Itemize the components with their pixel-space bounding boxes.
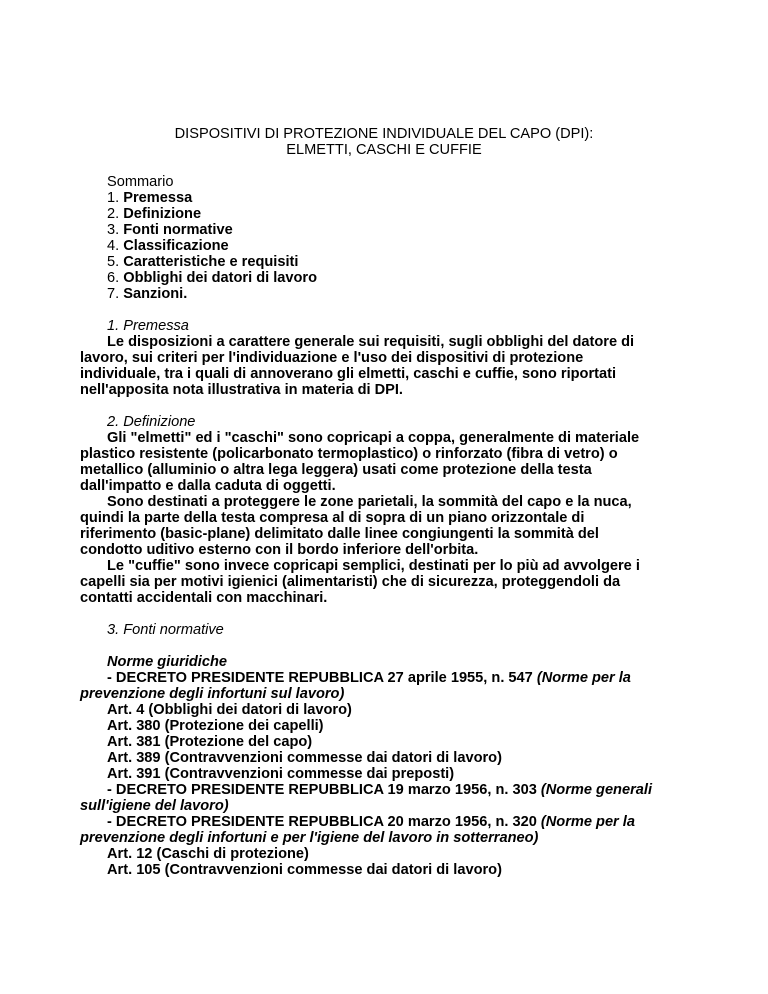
section-heading: 3. Fonti normative [107,622,224,638]
section-paragraph: Gli "elmetti" ed i "caschi" sono copricapi a coppa, generalmente di materiale plastico resistente (policarbonato termoplastico) o rinforzato (fibra di vetro) o metallico (alluminio o altra lega leggera) usati come protezione della testa dall'impatto e dalla caduta di oggetti. [80,430,640,494]
section-paragraph: Sono destinati a proteggere le zone parietali, la sommità del capo e la nuca, quindi la parte della testa compresa al di sopra di un piano orizzontale di riferimento (basic-plane) delimitato dalle linee congiungenti la sommità del condotto uditivo esterno con il bordo inferiore dell'orbita. [80,494,632,558]
summary-item: 4. Classificazione [107,238,229,254]
article-item: Art. 105 (Contravvenzioni commesse dai datori di lavoro) [107,862,502,878]
summary-item: 2. Definizione [107,206,202,222]
section-definizione [80,414,662,606]
section-fonti-normative [80,622,662,878]
article-item: Art. 380 (Protezione dei capelli) [107,718,324,734]
article-item: Art. 381 (Protezione del capo) [107,734,313,750]
summary-heading: Sommario [107,174,174,190]
section-heading: 2. Definizione [107,414,196,430]
section-heading: 1. Premessa [107,318,189,334]
summary-item: 5. Caratteristiche e requisiti [107,254,299,270]
section-subheading: Norme giuridiche [107,654,228,670]
decree-entry: - DECRETO PRESIDENTE REPUBBLICA 27 aprile 1955, n. 547 (Norme per la prevenzione degli infortuni sul lavoro) [80,670,631,702]
document-body [80,174,662,878]
title-line-1: DISPOSITIVI DI PROTEZIONE INDIVIDUALE DEL CAPO (DPI): [174,126,594,142]
summary-item: 3. Fonti normative [107,222,233,238]
decree-entry: - DECRETO PRESIDENTE REPUBBLICA 20 marzo 1956, n. 320 (Norme per la prevenzione degli infortuni e per l'igiene del lavoro in sotterraneo) [80,814,635,846]
article-item: Art. 4 (Obblighi dei datori di lavoro) [107,702,352,718]
section-paragraph: Le disposizioni a carattere generale sui requisiti, sugli obblighi del datore di lavoro, sui criteri per l'individuazione e l'uso dei dispositivi di protezione individuale, tra i quali di annoverano gli elmetti, caschi e cuffie, sono riportati nell'apposita nota illustrativa in materia di DPI. [80,334,635,398]
summary [107,174,662,302]
section-premessa [80,318,662,398]
document-title [0,126,768,158]
title-line-2: ELMETTI, CASCHI E CUFFIE [286,142,482,158]
article-item: Art. 12 (Caschi di protezione) [107,846,309,862]
section-paragraph: Le "cuffie" sono invece copricapi semplici, destinati per lo più ad avvolgere i capelli sia per motivi igienici (alimentaristi) che di sicurezza, proteggendoli da contatti accidentali con macchinari. [80,558,640,606]
summary-item: 1. Premessa [107,190,193,206]
decree-entry: - DECRETO PRESIDENTE REPUBBLICA 19 marzo 1956, n. 303 (Norme generali sull'igiene del lavoro) [80,782,652,814]
summary-item: 7. Sanzioni. [107,286,188,302]
article-item: Art. 391 (Contravvenzioni commesse dai preposti) [107,766,455,782]
article-item: Art. 389 (Contravvenzioni commesse dai datori di lavoro) [107,750,502,766]
summary-item: 6. Obblighi dei datori di lavoro [107,270,318,286]
